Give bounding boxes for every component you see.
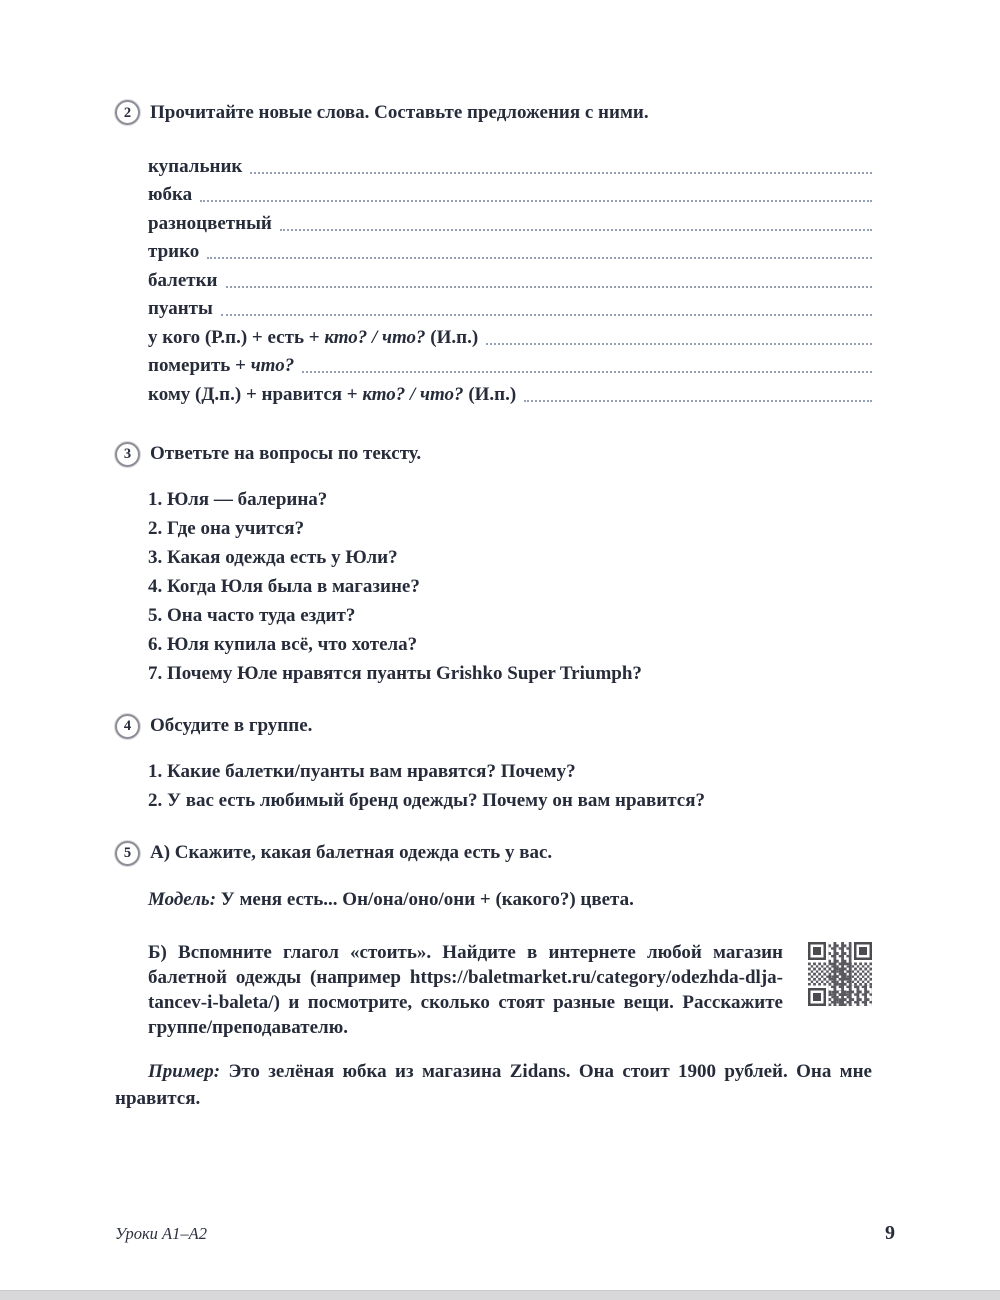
vocab-term: померить + что? [148, 355, 295, 376]
model-line [148, 888, 872, 912]
answer-line [200, 200, 872, 202]
question-item: 6. Юля купила всё, что хотела? [148, 633, 418, 655]
example-label: Пример: [148, 1060, 221, 1082]
answer-line [486, 343, 872, 345]
answer-line [280, 229, 872, 231]
exercise-4-header [115, 714, 872, 739]
exercise-5-number-badge: 5 [115, 841, 140, 866]
example-line [115, 1058, 872, 1113]
part-b-text: Б) Вспомните глагол «стоить». Найдите в интернете любой магазин балетной одежды (например https://baletmarket.ru/category/odezhda-dlja-tancev-i-baleta/) и посмотрите, сколько стоят разные вещи. Расскажите группе/преподавателю. [148, 941, 783, 1038]
model-label: Модель: [148, 888, 217, 910]
answer-line [221, 314, 872, 316]
example-text: Это зелёная юбка из магазина Zidans. Она стоит 1900 рублей. Она мне нравится. [115, 1060, 872, 1109]
exercise-2-title: Прочитайте новые слова. Составьте предложения с ними. [150, 101, 649, 123]
page-footer [115, 1222, 895, 1245]
vocab-term: кому (Д.п.) + нравится + кто? / что? (И.п.) [148, 383, 517, 405]
qr-code-icon [808, 942, 872, 1006]
exercise-4-questions [148, 757, 872, 815]
question-item: 2. Где она учится? [148, 517, 305, 539]
exercise-5-header [115, 841, 872, 866]
vocab-term: купальник [148, 155, 243, 177]
vocab-term: трико [148, 241, 200, 262]
vocab-term: пуанты [148, 298, 213, 319]
vocab-row [148, 320, 872, 349]
exercise-3-number-badge: 3 [115, 442, 140, 467]
exercise-3-questions [148, 485, 872, 688]
exercise-4-title: Обсудите в группе. [150, 715, 313, 736]
vocab-row [148, 263, 872, 292]
vocab-term: разноцветный [148, 212, 272, 234]
question-item: 1. Юля — балерина? [148, 488, 328, 510]
answer-line [524, 400, 872, 402]
vocab-term: у кого (Р.п.) + есть + кто? / что? (И.п.) [148, 326, 479, 348]
footer-section-label: Уроки А1–А2 [115, 1224, 207, 1243]
exercise-4-number-badge: 4 [115, 714, 140, 739]
question-item: 2. У вас есть любимый бренд одежды? Почему он вам нравится? [148, 789, 706, 811]
question-item: 3. Какая одежда есть у Юли? [148, 546, 398, 568]
vocab-row [148, 178, 872, 207]
exercise-2-header [115, 100, 872, 125]
exercise-3-title: Ответьте на вопросы по тексту. [150, 443, 422, 464]
vocab-term: балетки [148, 269, 218, 291]
answer-line [207, 257, 872, 259]
question-item: 7. Почему Юле нравятся пуанты Grishko Super Triumph? [148, 662, 642, 684]
exercise-2-vocab-list [148, 149, 872, 406]
answer-line [226, 286, 873, 288]
vocab-row [148, 206, 872, 235]
exercise-3-header [115, 442, 872, 467]
page-bottom-edge [0, 1290, 1000, 1300]
vocab-row [148, 149, 872, 178]
question-item: 1. Какие балетки/пуанты вам нравятся? Почему? [148, 760, 576, 782]
answer-line [302, 371, 872, 373]
exercise-2-number-badge: 2 [115, 100, 140, 125]
exercise-5-title: А) Скажите, какая балетная одежда есть у вас. [150, 842, 553, 863]
page-number: 9 [885, 1222, 895, 1244]
vocab-row [148, 235, 872, 264]
vocab-row [148, 349, 872, 378]
model-text: У меня есть... Он/она/оно/они + (какого?) цвета. [216, 888, 634, 910]
vocab-row [148, 292, 872, 321]
exercise-5-part-b [148, 940, 872, 1040]
answer-line [250, 172, 872, 174]
vocab-term: юбка [148, 184, 193, 205]
question-item: 5. Она часто туда ездит? [148, 604, 356, 626]
question-item: 4. Когда Юля была в магазине? [148, 575, 420, 597]
vocab-row [148, 377, 872, 406]
